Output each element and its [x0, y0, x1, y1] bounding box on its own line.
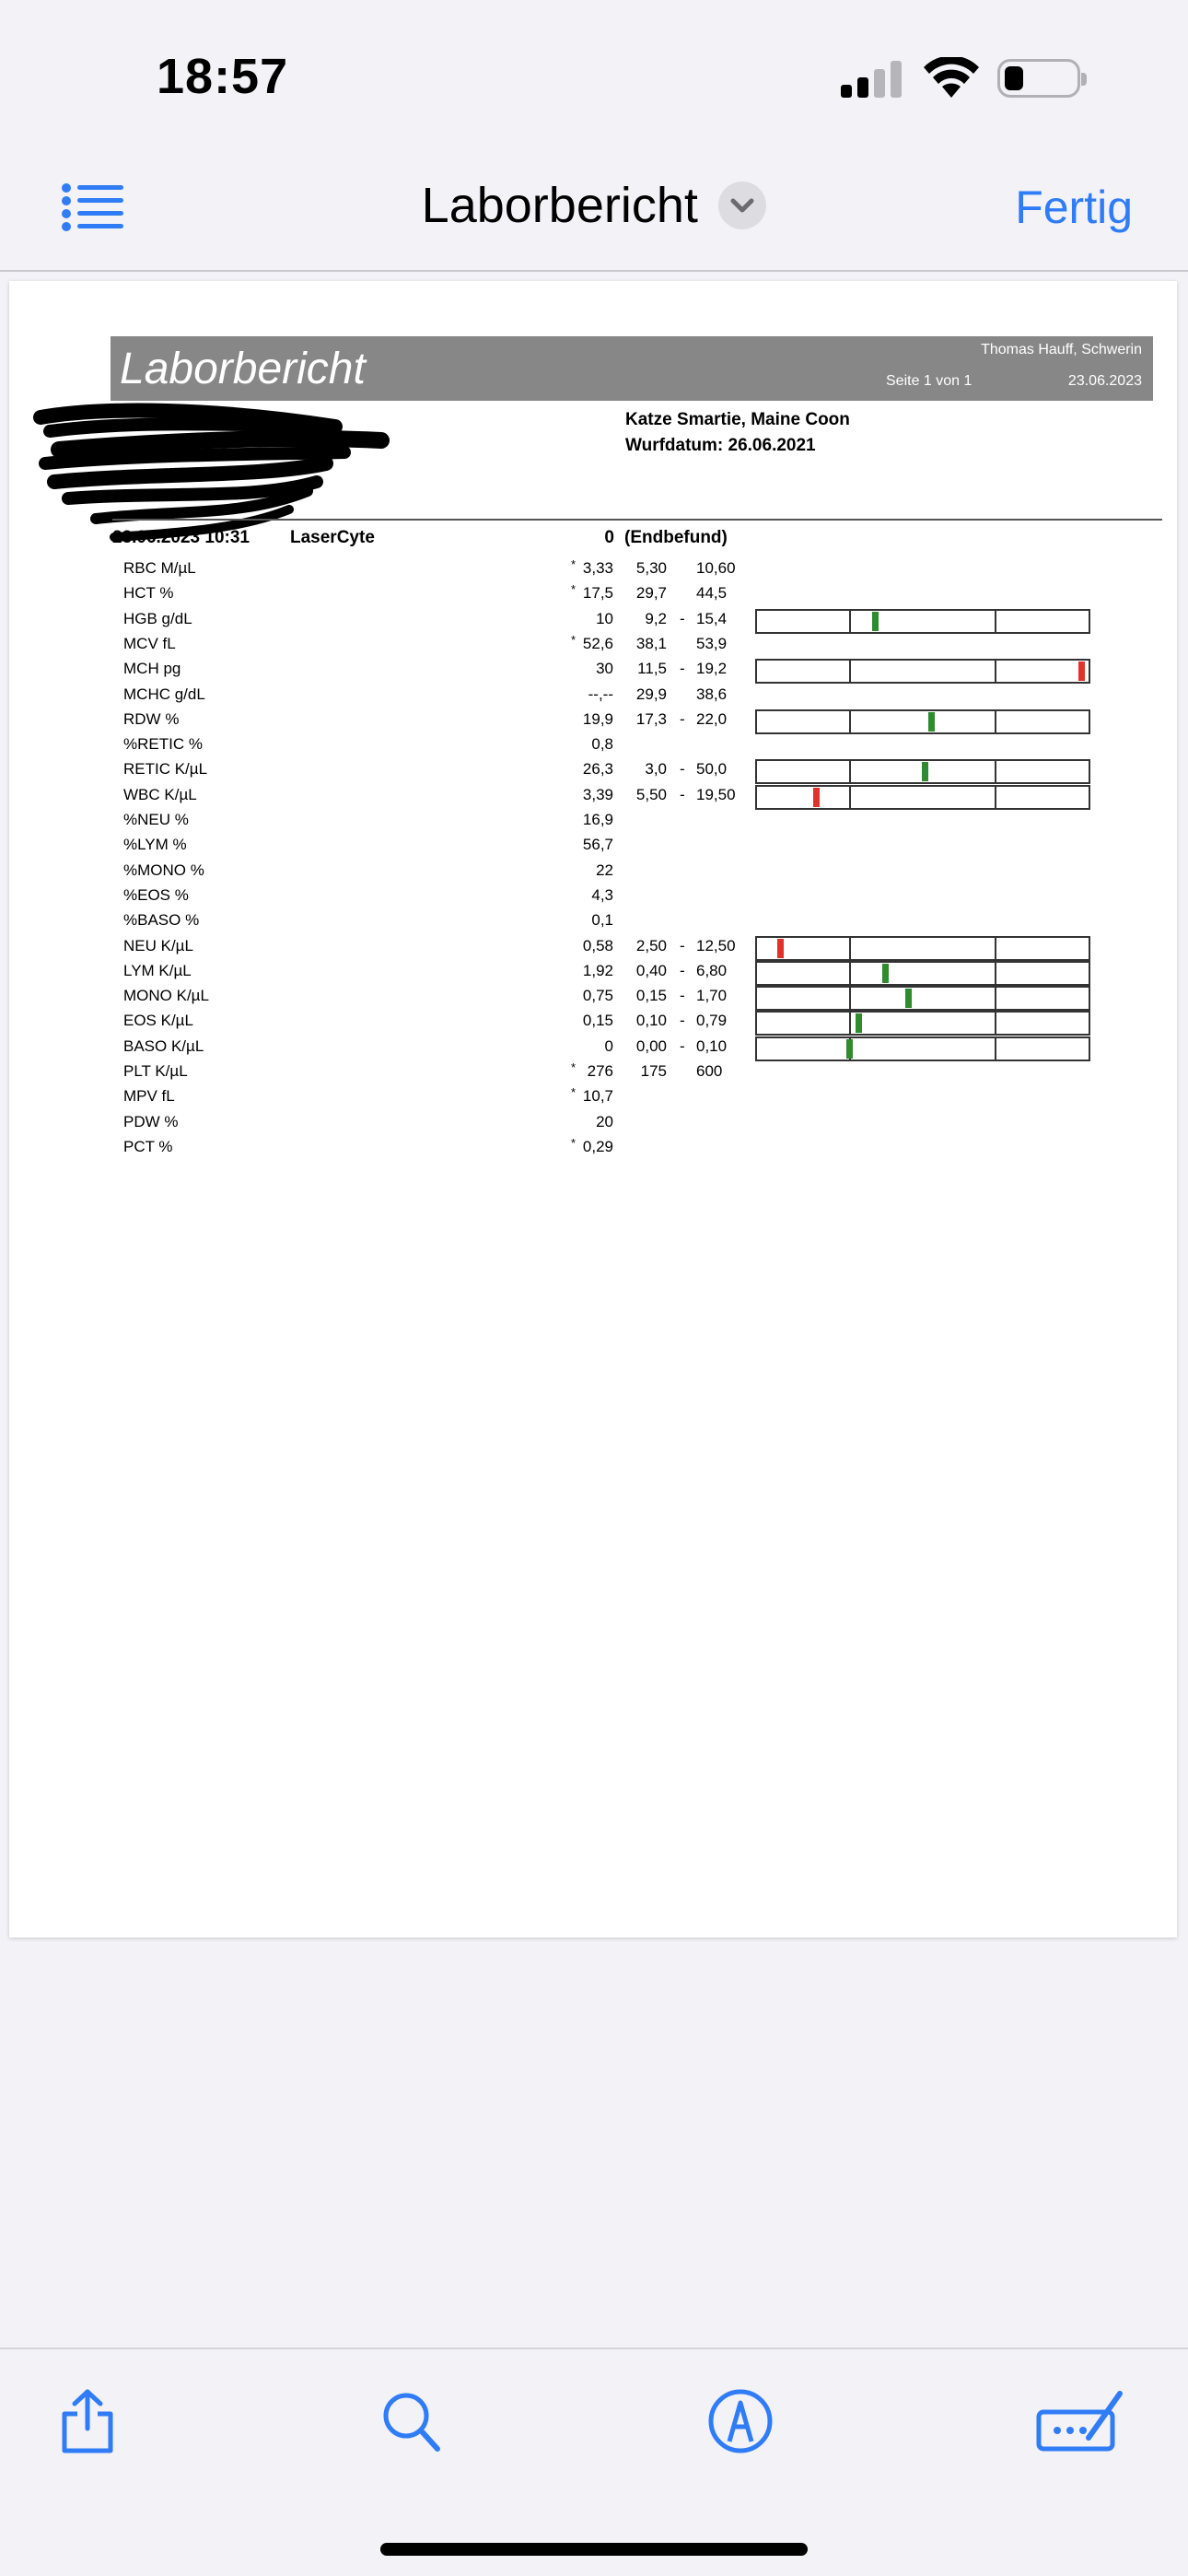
home-indicator	[380, 2543, 808, 2556]
abnormal-flag: *	[571, 1135, 577, 1150]
reference-high: 6,80	[696, 961, 728, 979]
battery-icon	[997, 59, 1080, 98]
result-value: 10,7	[582, 1087, 613, 1106]
result-name: %MONO %	[123, 861, 204, 879]
reference-dash: -	[680, 936, 685, 954]
report-status: (Endbefund)	[624, 528, 728, 547]
result-row	[9, 1036, 1177, 1060]
reference-low: 0,40	[635, 961, 667, 979]
reference-high: 53,9	[696, 634, 728, 652]
run-datetime: 23.06.2023 10:31	[112, 528, 250, 547]
lab-name: Thomas Hauff, Schwerin	[981, 342, 1142, 357]
result-value: 1,92	[582, 961, 613, 979]
result-row	[9, 985, 1177, 1010]
result-name: EOS K/µL	[123, 1012, 193, 1030]
reference-dash: -	[680, 609, 685, 627]
form-fill-icon[interactable]	[1035, 2388, 1127, 2454]
reference-dash: -	[680, 760, 685, 779]
range-marker	[777, 939, 784, 958]
range-marker	[856, 1013, 862, 1033]
result-name: PLT K/µL	[123, 1062, 188, 1080]
result-row	[9, 784, 1177, 809]
toolbar-divider	[0, 2348, 1188, 2349]
range-marker	[882, 964, 889, 983]
reference-high: 0,10	[696, 1036, 728, 1055]
result-name: RDW %	[123, 709, 180, 728]
birth-date: Wurfdatum: 26.06.2021	[625, 436, 816, 455]
range-marker	[872, 612, 879, 631]
result-name: RETIC K/µL	[123, 760, 208, 779]
range-bar	[755, 609, 1090, 634]
result-name: NEU K/µL	[123, 936, 193, 954]
result-value: 26,3	[582, 760, 613, 779]
reference-low: 29,9	[635, 685, 667, 703]
reference-high: 1,70	[696, 987, 728, 1005]
result-row	[9, 733, 1177, 758]
report-date: 23.06.2023	[1067, 373, 1142, 389]
done-button[interactable]: Fertig	[1015, 181, 1133, 233]
redaction-scribble	[31, 399, 400, 546]
reference-high: 19,50	[696, 785, 736, 803]
result-value: 0,15	[582, 1012, 613, 1030]
range-marker	[1078, 662, 1085, 681]
result-value: 3,33	[582, 559, 613, 577]
reference-dash: -	[680, 1012, 685, 1030]
result-value: 3,39	[582, 785, 613, 803]
result-name: MCHC g/dL	[123, 685, 205, 703]
reference-dash: -	[680, 785, 685, 803]
reference-dash: -	[680, 961, 685, 979]
result-row	[9, 758, 1177, 783]
reference-low: 0,10	[635, 1012, 667, 1030]
abnormal-flag: *	[571, 1060, 577, 1074]
result-row	[9, 809, 1177, 834]
range-bar	[755, 785, 1090, 810]
result-value: 0,75	[582, 987, 613, 1005]
result-row	[9, 1010, 1177, 1035]
abnormal-flag: *	[571, 632, 577, 647]
result-name: %NEU %	[123, 811, 189, 828]
abnormal-flag: *	[571, 1085, 577, 1100]
reference-dash: -	[680, 709, 685, 728]
result-value: 0,8	[591, 735, 613, 754]
cellular-signal-icon	[841, 61, 905, 98]
range-bar	[755, 936, 1090, 961]
result-row	[9, 1085, 1177, 1110]
reference-high: 15,4	[696, 609, 728, 627]
result-name: PCT %	[123, 1137, 173, 1155]
document-title[interactable]: Laborbericht	[421, 178, 698, 233]
range-marker	[928, 712, 935, 732]
wifi-icon	[921, 57, 982, 100]
reference-high: 600	[696, 1062, 723, 1080]
reference-high: 22,0	[696, 709, 728, 728]
result-row	[9, 860, 1177, 884]
abnormal-flag: *	[571, 582, 577, 597]
abnormal-flag: *	[571, 557, 577, 571]
reference-low: 38,1	[635, 634, 667, 652]
result-value: 16,9	[582, 811, 613, 828]
header-rule	[112, 519, 1162, 521]
reference-dash: -	[680, 660, 685, 678]
status-time: 18:57	[157, 49, 289, 104]
result-value: 0	[604, 1036, 613, 1055]
result-name: %EOS %	[123, 885, 189, 904]
result-name: LYM K/µL	[123, 961, 192, 979]
result-value: 276	[587, 1062, 613, 1080]
result-row	[9, 935, 1177, 960]
nav-divider	[0, 270, 1188, 272]
reference-low: 2,50	[635, 936, 667, 954]
result-value: 0,1	[591, 911, 613, 930]
report-banner	[111, 336, 1153, 401]
result-row	[9, 1136, 1177, 1161]
run-number: 0	[604, 528, 614, 547]
result-value: 22	[596, 861, 613, 879]
range-marker	[846, 1039, 853, 1059]
result-row	[9, 909, 1177, 934]
reference-high: 0,79	[696, 1012, 728, 1030]
range-marker	[922, 762, 928, 781]
range-marker	[813, 788, 820, 807]
reference-dash: -	[680, 1036, 685, 1055]
result-value: 0,29	[582, 1137, 613, 1155]
result-row	[9, 582, 1177, 607]
range-bar	[755, 1011, 1090, 1036]
result-row	[9, 557, 1177, 582]
result-value: --,--	[588, 685, 613, 703]
result-name: MCH pg	[123, 660, 181, 678]
range-bar	[755, 986, 1090, 1011]
reference-low: 0,00	[635, 1036, 667, 1055]
result-row	[9, 884, 1177, 909]
result-row	[9, 658, 1177, 683]
result-value: 17,5	[582, 584, 613, 603]
range-marker	[905, 989, 912, 1008]
range-bar	[755, 1036, 1090, 1061]
result-value: 30	[596, 660, 613, 678]
reference-low: 5,30	[635, 559, 667, 577]
result-row	[9, 708, 1177, 733]
result-row	[9, 1111, 1177, 1136]
reference-low: 9,2	[645, 609, 667, 627]
reference-high: 12,50	[696, 936, 736, 954]
reference-high: 38,6	[696, 685, 728, 703]
result-value: 56,7	[582, 836, 613, 854]
markup-icon[interactable]	[707, 2388, 774, 2454]
range-bar	[755, 659, 1090, 684]
reference-low: 0,15	[635, 987, 667, 1005]
result-row	[9, 960, 1177, 985]
search-icon[interactable]	[380, 2388, 443, 2454]
chevron-down-icon[interactable]	[718, 181, 766, 229]
result-name: %LYM %	[123, 836, 187, 854]
result-name: MONO K/µL	[123, 987, 209, 1005]
reference-low: 17,3	[635, 709, 667, 728]
result-row	[9, 834, 1177, 859]
result-name: WBC K/µL	[123, 785, 197, 803]
reference-low: 29,7	[635, 584, 667, 603]
result-row	[9, 1060, 1177, 1085]
reference-low: 3,0	[645, 760, 667, 779]
reference-low: 175	[640, 1062, 667, 1080]
report-title: Laborbericht	[120, 345, 366, 393]
result-name: HGB g/dL	[123, 609, 192, 627]
range-bar	[755, 759, 1090, 784]
analyzer-name: LaserCyte	[290, 528, 375, 547]
result-value: 19,9	[582, 709, 613, 728]
range-bar	[755, 961, 1090, 986]
result-name: RBC M/µL	[123, 559, 196, 577]
reference-low: 5,50	[635, 785, 667, 803]
result-name: HCT %	[123, 584, 174, 603]
result-value: 20	[596, 1112, 613, 1130]
result-value: 0,58	[582, 936, 613, 954]
patient-name: Katze Smartie, Maine Coon	[625, 410, 850, 429]
result-value: 10	[596, 609, 613, 627]
result-row	[9, 608, 1177, 633]
result-name: %RETIC %	[123, 735, 203, 754]
reference-high: 10,60	[696, 559, 736, 577]
result-name: BASO K/µL	[123, 1036, 204, 1055]
result-value: 52,6	[582, 634, 613, 652]
reference-high: 44,5	[696, 584, 728, 603]
result-name: MPV fL	[123, 1087, 175, 1106]
reference-high: 19,2	[696, 660, 728, 678]
document-page[interactable]	[9, 281, 1177, 1938]
result-row	[9, 684, 1177, 708]
reference-low: 11,5	[637, 660, 667, 678]
page-indicator: Seite 1 von 1	[886, 373, 973, 389]
result-name: MCV fL	[123, 634, 176, 652]
reference-high: 50,0	[696, 760, 728, 779]
result-name: %BASO %	[123, 911, 200, 930]
range-bar	[755, 709, 1090, 734]
result-row	[9, 633, 1177, 658]
result-name: PDW %	[123, 1112, 179, 1130]
reference-dash: -	[680, 987, 685, 1005]
result-value: 4,3	[591, 885, 613, 904]
share-icon[interactable]	[59, 2388, 116, 2454]
